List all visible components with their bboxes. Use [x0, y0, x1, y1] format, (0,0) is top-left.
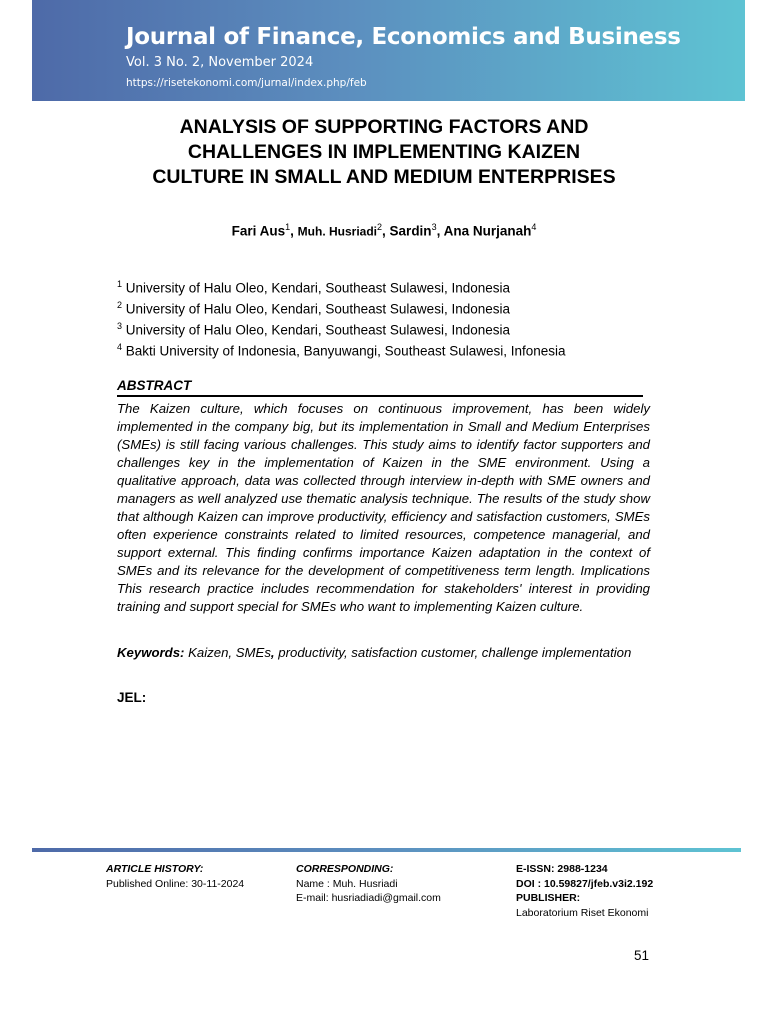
title-line: CULTURE IN SMALL AND MEDIUM ENTERPRISES: [152, 166, 616, 188]
author-name: Fari Aus: [231, 223, 286, 239]
corresponding-info: [296, 862, 441, 906]
title-line: ANALYSIS OF SUPPORTING FACTORS AND: [179, 116, 589, 138]
affiliation-item: $^1$ University of Halu Oleo, Kendari, Southeast Sulawesi, Indonesia: [117, 279, 510, 296]
eissn: E-ISSN: 2988-1234: [516, 863, 608, 875]
keywords-label: Keywords:: [117, 645, 185, 660]
abstract-heading: ABSTRACT: [117, 378, 643, 397]
corresponding-name: Name : Muh. Husriadi: [296, 877, 398, 890]
author-sup: 1: [285, 222, 291, 232]
author-name: Sardin: [389, 223, 432, 239]
publication-info: [516, 862, 653, 920]
affiliation-item: $^2$ University of Halu Oleo, Kendari, Southeast Sulawesi, Indonesia: [117, 300, 510, 317]
corresponding-email[interactable]: E-mail: husriadiadi@gmail.com: [296, 892, 441, 904]
affiliation-list: [117, 276, 566, 360]
author-sup: 3: [431, 222, 437, 232]
abstract-text: The Kaizen culture, which focuses on continuous improvement, has been widely implemented in the company big, but its implementation in Small and Medium Enterprises (SMEs) is still facing various challenges. This study aims to identify factor supporters and challenges key in the implementation of Kaizen in the SME environment. Using a qualitative approach, data was collected through interview in-depth with SME owners and managers as well analyzed use thematic analysis technique. The results of the study show that although Kaizen can improve productivity, efficiency and satisfaction customers, SMEs often experience constraints related to limited resources, competence managerial, and support external. This finding confirms importance Kaizen adaptation in the context of SMEs and its relevance for the development of competitiveness term length. Implications This research practice includes recommendation for stakeholders' interest in providing training and support special for SMEs who want to implementing Kaizen culture.: [117, 401, 650, 614]
author-list: Fari Aus$^1$, Muh. Husriadi$^2$, Sardin$^3$, Ana Nurjanah$^4$: [231, 222, 537, 239]
journal-header-banner: [32, 0, 745, 101]
publisher-name: Laboratorium Riset Ekonomi: [516, 906, 649, 919]
journal-title: Journal of Finance, Economics and Business: [126, 24, 681, 50]
keywords-text-a: Kaizen, SMEs: [188, 645, 271, 660]
keywords-comma: ,: [270, 645, 275, 660]
publisher-label: PUBLISHER:: [516, 892, 581, 904]
jel-label: JEL:: [117, 690, 147, 705]
affiliation-item: $^4$ Bakti University of Indonesia, Banyuwangi, Southeast Sulawesi, Infonesia: [117, 342, 566, 359]
footer-divider: [32, 848, 741, 852]
history-label: ARTICLE HISTORY:: [106, 863, 204, 875]
doi[interactable]: DOI : 10.59827/jfeb.v3i2.192: [516, 877, 654, 890]
journal-url[interactable]: https://risetekonomi.com/jurnal/index.php/feb: [126, 77, 367, 89]
author-name: Ana Nurjanah: [443, 223, 532, 239]
author-name: Muh. Husriadi: [297, 224, 378, 239]
journal-volume: Vol. 3 No. 2, November 2024: [126, 55, 314, 70]
keywords: [117, 644, 650, 662]
paper-title: [60, 115, 708, 190]
keywords-text-b: productivity, satisfaction customer, challenge implementation: [278, 645, 632, 660]
corresponding-label: CORRESPONDING:: [296, 863, 394, 875]
published-date: Published Online: 30-11-2024: [106, 877, 245, 890]
author-sup: 2: [377, 222, 383, 232]
author-sup: 4: [531, 222, 537, 232]
page-number: 51: [634, 948, 650, 963]
article-history: [106, 862, 244, 891]
title-line: CHALLENGES IN IMPLEMENTING KAIZEN: [187, 141, 581, 163]
affiliation-item: $^3$ University of Halu Oleo, Kendari, Southeast Sulawesi, Indonesia: [117, 321, 510, 338]
